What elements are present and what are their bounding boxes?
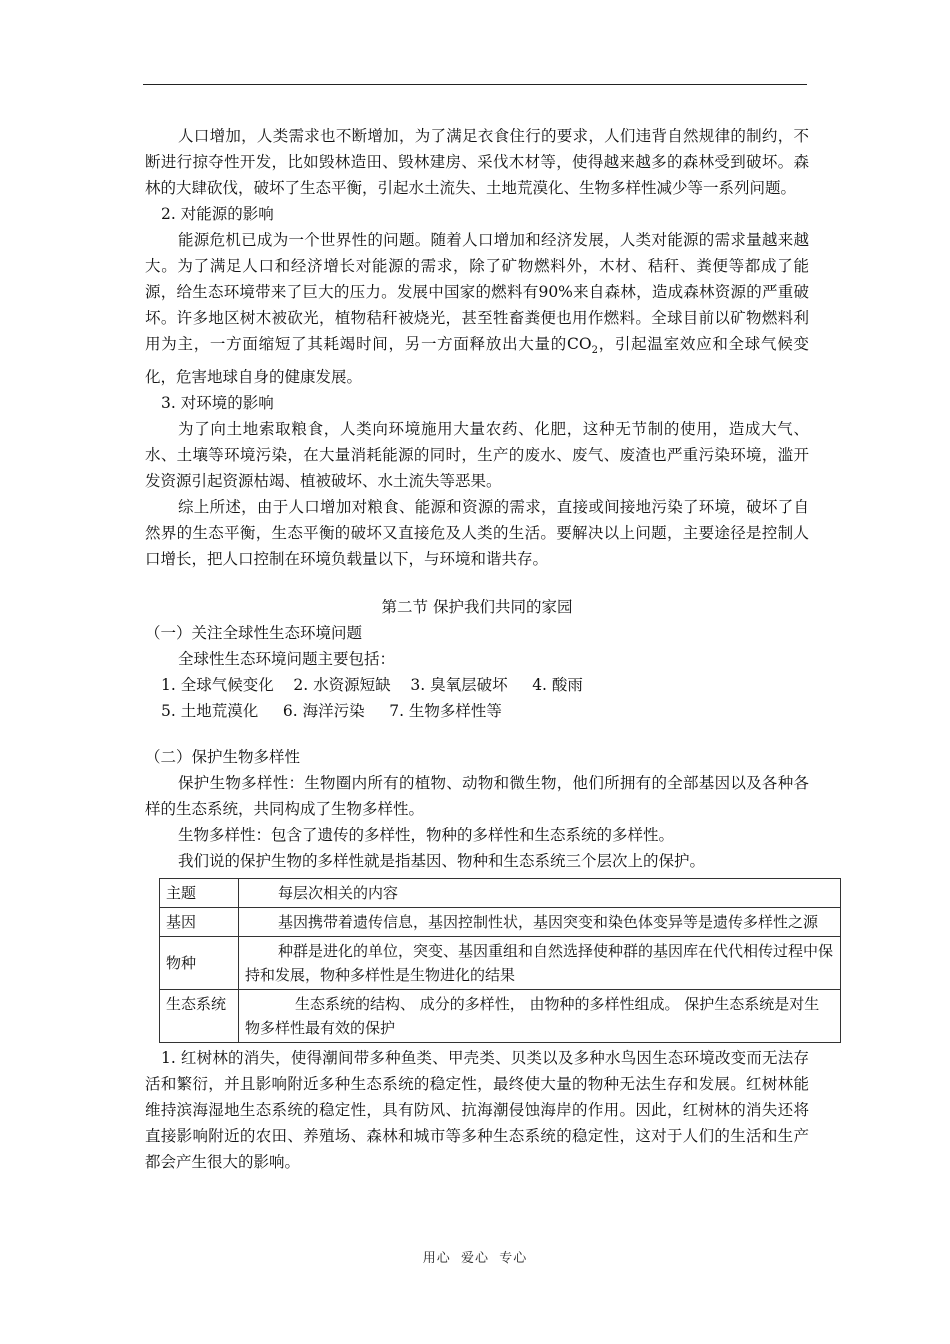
global-issues-intro: 全球性生态环境问题主要包括：: [178, 650, 396, 669]
spacer: [145, 724, 809, 744]
page-footer: 用心 爱心 专心: [422, 1251, 528, 1266]
table-cell-topic: 生态系统: [160, 990, 239, 1043]
header-rule: [143, 84, 807, 85]
table-cell-topic: 物种: [160, 937, 239, 990]
table-cell-topic: 基因: [160, 908, 239, 937]
subsection-biodiversity: （二）保护生物多样性: [145, 748, 301, 767]
table-row: [160, 990, 841, 1043]
table-cell-content: 基因携带着遗传信息，基因控制性状，基因突变和染色体变异等是遗传多样性之源: [239, 908, 841, 937]
subsection-global-issues: （一）关注全球性生态环境问题: [145, 624, 363, 643]
issues-list-line-1: 1. 全球气候变化 2. 水资源短缺 3. 臭氧层破坏 4. 酸雨: [161, 676, 583, 695]
paragraph-environment: 为了向土地索取粮食，人类向环境施用大量农药、化肥，这种无节制的使用，造成大气、水、土壤等环境污染，在大量消耗能源的同时，生产的废水、废气、废渣也严重污染环境，滥开发资源引起资源枯竭、植被破坏、水土流失等恶果。: [145, 420, 809, 491]
table-header-row: [160, 879, 841, 908]
biodiversity-table: [159, 878, 841, 1043]
section-title: 第二节 保护我们共同的家园: [381, 598, 573, 617]
table-header-cell: 主题: [160, 879, 239, 908]
heading-energy: 2. 对能源的影响: [161, 205, 274, 223]
paragraph-energy: 能源危机已成为一个世界性的问题。随着人口增加和经济发展，人类对能源的需求量越来越大。为了满足人口和经济增长对能源的需求，除了矿物燃料外，木材、秸秆、粪便等都成了能源，给生态环境带来了巨大的压力。发展中国家的燃料有90%来自森林，造成森林资源的严重破坏。许多地区树木被砍光，植物秸秆被烧光，甚至牲畜粪便也用作燃料。全球目前以矿物燃料利用为主，一方面缩短了其耗竭时间，另一方面释放出大量的$CO_2$，引起温室效应和全球气候变化，危害地球自身的健康发展。: [145, 231, 809, 387]
table-cell-content: 生态系统的结构、 成分的多样性， 由物种的多样性组成。 保护生态系统是对生物多样性最有效的保护: [239, 990, 841, 1043]
co2-subscript: 2: [591, 345, 598, 357]
issues-list-line-2: 5. 土地荒漠化 6. 海洋污染 7. 生物多样性等: [161, 702, 502, 721]
table-cell-content: 种群是进化的单位，突变、基因重组和自然选择使种群的基因库在代代相传过程中保持和发展，物种多样性是生物进化的结果: [239, 937, 841, 990]
spacer: [145, 572, 809, 594]
document-body: [145, 123, 834, 1175]
paragraph-forest: 人口增加，人类需求也不断增加，为了满足衣食住行的要求，人们违背自然规律的制约，不断进行掠夺性开发，比如毁林造田、毁林建房、采伐木材等，使得越来越多的森林受到破坏。森林的大肆砍伐，破坏了生态平衡，引起水土流失、土地荒漠化、生物多样性减少等一系列问题。: [145, 127, 809, 197]
paragraph-summary: 综上所述，由于人口增加对粮食、能源和资源的需求，直接或间接地污染了环境，破坏了自然界的生态平衡，生态平衡的破坏又直接危及人类的生活。要解决以上问题，主要途径是控制人口增长，把人口控制在环境负载量以下，与环境和谐共存。: [145, 498, 809, 569]
table-header-cell: 每层次相关的内容: [239, 879, 841, 908]
biodiversity-levels: 生物多样性：包含了遗传的多样性，物种的多样性和生态系统的多样性。: [178, 826, 675, 845]
heading-environment: 3. 对环境的影响: [161, 394, 274, 413]
biodiversity-definition: 保护生物多样性：生物圈内所有的植物、动物和微生物，他们所拥有的全部基因以及各种各样的生态系统，共同构成了生物多样性。: [145, 774, 809, 819]
biodiversity-protection: 我们说的保护生物的多样性就是指基因、物种和生态系统三个层次上的保护。: [178, 852, 706, 871]
paragraph-mangrove: 1. 红树林的消失，使得潮间带多种鱼类、甲壳类、贝类以及多种水鸟因生态环境改变而无法存活和繁衍，并且影响附近多种生态系统的稳定性，最终使大量的物种无法生存和发展。红树林能维持滨海湿地生态系统的稳定性，具有防风、抗海潮侵蚀海岸的作用。因此，红树林的消失还将直接影响附近的农田、养殖场、森林和城市等多种生态系统的稳定性，这对于人们的生活和生产都会产生很大的影响。: [145, 1049, 809, 1172]
table-row: [160, 908, 841, 937]
table-row: [160, 937, 841, 990]
